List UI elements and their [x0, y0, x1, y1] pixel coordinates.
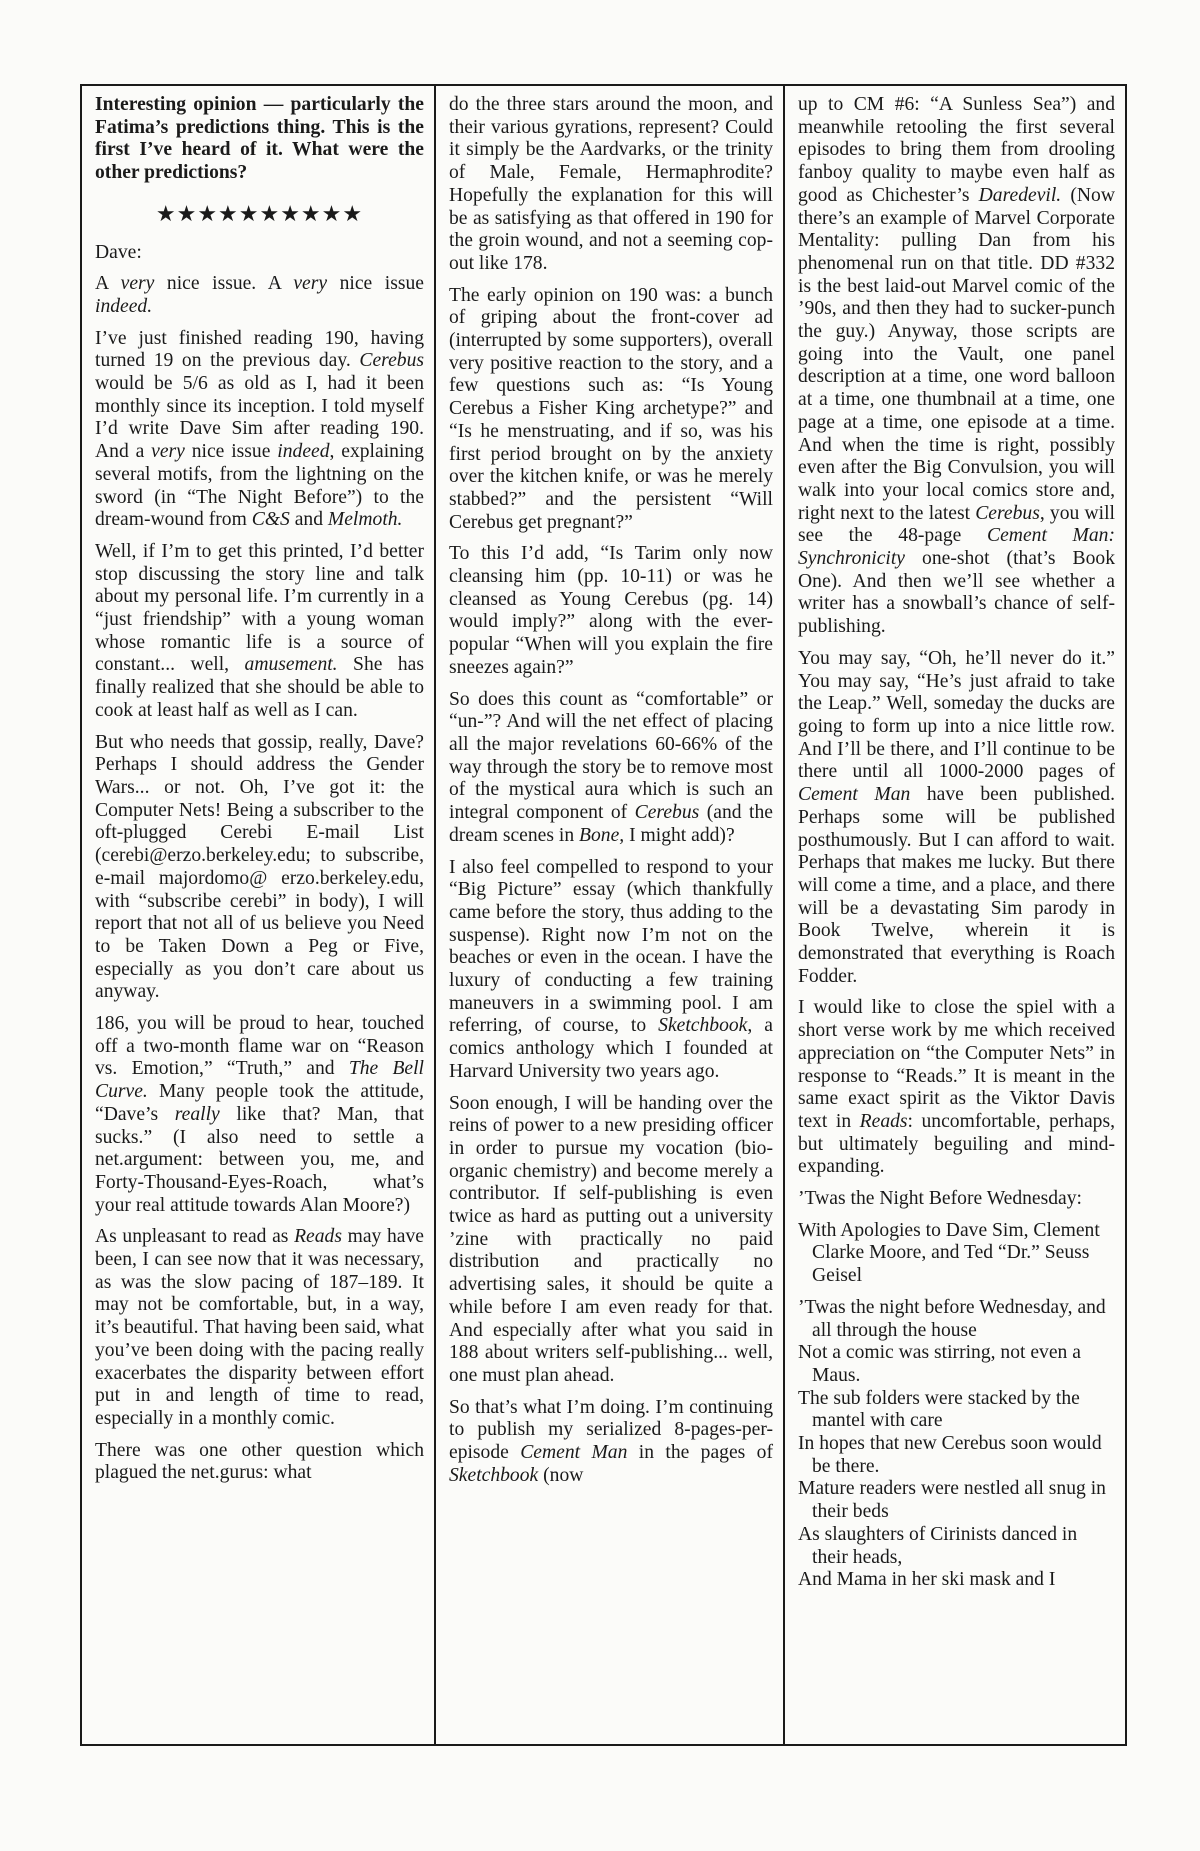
- text-run: You may say, “Oh, he’ll never do it.” You may say, “He’s just afraid to take the Leap.” Well, someday the ducks are going to form up into a nice little row. And I’ll be there, and I’ll continue to be there until all 1000-2000 pages of: [798, 647, 1115, 783]
- paragraph: [449, 1397, 773, 1488]
- italic-text: Daredevil.: [978, 184, 1062, 206]
- text-run: Not a comic was stirring, not even a Maus.: [798, 1342, 1081, 1386]
- paragraph: [449, 857, 773, 1084]
- italic-text: Reads: [859, 1110, 908, 1132]
- paragraph: [449, 1093, 773, 1388]
- text-run: nice issue: [327, 273, 424, 295]
- paragraph: [95, 242, 424, 265]
- text-run: ’Twas the night before Wednesday, and all through the house: [798, 1296, 1106, 1341]
- text-run: , explaining several motifs, from the lightning on the sword (in “The Night Before”) to the dream-wound from: [95, 441, 424, 531]
- paragraph: [449, 94, 773, 276]
- italic-text: Sketchbook: [658, 1015, 748, 1037]
- paragraph: [95, 1226, 424, 1430]
- italic-text: really: [174, 1103, 220, 1125]
- text-run: Well, if I’m to get this printed, I’d better stop discussing the story line and talk about my personal life. I’m currently in a “just friendship” with a young woman whose romantic life is a source of constant... well,: [95, 540, 424, 676]
- italic-text: amusement.: [244, 654, 338, 676]
- paragraph: [798, 94, 1115, 639]
- paragraph: [449, 285, 773, 535]
- verse-line: [798, 1388, 1115, 1433]
- text-run: I might add)?: [624, 824, 735, 846]
- text-run: (now: [538, 1464, 584, 1486]
- italic-text: Bone,: [579, 824, 625, 846]
- paragraph: [95, 1013, 424, 1217]
- paragraph: [798, 997, 1115, 1179]
- verse-line: [798, 1478, 1115, 1523]
- text-run: do the three stars around the moon, and their various gyrations, represent? Could it simply be the Aardvarks, or the trinity of Male, Female, Hermaphrodite? Hopefully the explanation for this will be as satisfying as that offered in 190 for the groin wound, and not a seeming cop-out like 178.: [449, 94, 773, 274]
- text-run: up to CM #6: “A Sunless Sea”) and meanwhile retooling the first several episodes to bring them from drooling fanboy quality to maybe even half as good as Chichester’s: [798, 94, 1115, 206]
- text-run: The sub folders were stacked by the mantel with care: [798, 1387, 1080, 1432]
- text-run: have been published. Perhaps some will be published posthumously. But I can afford to wait. Perhaps that makes me lucky. But there will come a time, and a place, and there will be a devastating Sim parody in Book Twelve, wherein it is demonstrated that everything is Roach Fodder.: [798, 784, 1115, 987]
- italic-text: C&S: [251, 509, 290, 531]
- text-run: (and the dream scenes in: [449, 802, 773, 846]
- text-run: I would like to close the spiel with a short verse work by me which received appreciation on “the Computer Nets” in response to “Reads.” It is meant in the same exact spirit as the Viktor Davis text in: [798, 997, 1115, 1132]
- paragraph: [798, 648, 1115, 989]
- text-run: Dave:: [95, 241, 142, 263]
- text-run: in the pages of: [627, 1442, 773, 1464]
- text-run: (Now there’s an example of Marvel Corporate Mentality: pulling Dan from his phenomenal run on that title. DD #332 is the best laid-out Marvel comic of the ’90s, and then they had to sucker-punch the guy.) Anyway, those scripts are going into the Vault, one panel description at a time, one word balloon at a time, one thumbnail at a time, one page at a time, one episode at a time. And when the time is right, possibly even after the Big Convulsion, you will walk into your local comics store and, right next to the latest: [798, 184, 1115, 524]
- italic-text: Melmoth.: [327, 509, 403, 531]
- verse-line: [798, 1569, 1115, 1592]
- paragraph: [95, 328, 424, 532]
- text-run: ’Twas the Night Before Wednesday:: [798, 1188, 1082, 1210]
- verse-line: [798, 1342, 1115, 1387]
- text-run: Many people took the attitude, “Dave’s: [95, 1081, 424, 1125]
- text-run: But who needs that gossip, really, Dave? Perhaps I should address the Gender Wars... or not. Oh, I’ve got it: the Computer Nets! Being a subscriber to the oft-plugged Cerebi E-mail List (cerebi@erzo.berkeley.edu; to subscribe, e-mail majordomo@ erzo.berkeley.edu, with “subscribe cerebi” in body), I will report that not all of us believe you Need to be Taken Down a Peg or Five, especially as you don’t care about us anyway.: [95, 731, 424, 1003]
- italic-text: Cerebus: [634, 802, 700, 824]
- column-2: [436, 86, 785, 1744]
- text-run: , a comics anthology which I founded at Harvard University two years ago.: [449, 1015, 773, 1082]
- letters-page-frame: [80, 84, 1127, 1746]
- italic-text: very: [293, 273, 328, 295]
- italic-text: indeed.: [95, 295, 153, 317]
- text-run: 186, you will be proud to hear, touched off a two-month flame war on “Reason vs. Emotion,” “Truth,” and: [95, 1013, 424, 1080]
- paragraph: [95, 94, 424, 185]
- text-run: With Apologies to Dave Sim, Clement Clarke Moore, and Ted “Dr.” Seuss Geisel: [798, 1219, 1100, 1287]
- column-1: [82, 86, 436, 1744]
- text-run: The early opinion on 190 was: a bunch of griping about the front-cover ad (interrupted by some supporters), overall very positive reaction to the story, and a few questions such as: “Is Young Cerebus a Fisher King archetype?” and “Is he menstruating, and if so, was his first period brought on by the anxiety over the kitchen knife, or was he merely stabbed?” and the persistent “Will Cerebus get pregnant?”: [449, 284, 773, 533]
- text-run: In hopes that new Cerebus soon would be there.: [798, 1433, 1102, 1477]
- italic-text: indeed: [277, 441, 330, 463]
- italic-text: Cerebus: [975, 502, 1040, 524]
- paragraph: [449, 543, 773, 679]
- text-run: ★★★★★★★★★★: [155, 200, 364, 226]
- italic-text: Cement Man: [798, 784, 911, 806]
- verse-line: [798, 1433, 1115, 1478]
- text-run: Soon enough, I will be handing over the reins of power to a new presiding officer in order to pursue my vocation (bio-organic chemistry) and become merely a contributor. If self-publishing is even twice as hard as putting out a university ’zine with practically no paid distribution and practically no advertising sales, it should be quite a while before I am even ready for that. And especially after what you said in 188 about writers self-publishing... well, one must plan ahead.: [449, 1092, 773, 1386]
- text-run: I’ve just finished reading 190, having turned 19 on the previous day.: [95, 327, 424, 372]
- text-run: And Mama in her ski mask and I: [798, 1569, 1056, 1591]
- italic-text: Sketchbook: [449, 1464, 539, 1486]
- paragraph: [449, 689, 773, 848]
- italic-text: Cement Man: [520, 1442, 628, 1464]
- text-run: nice issue. A: [154, 273, 294, 295]
- text-run: and: [289, 509, 328, 531]
- verse-line: [798, 1220, 1115, 1288]
- column-3: [785, 86, 1125, 1744]
- text-run: As slaughters of Cirinists danced in their heads,: [798, 1523, 1078, 1568]
- text-run: Interesting opinion — particularly the Fatima’s predictions thing. This is the first I’ve heard of it. What were the other predictions?: [95, 94, 424, 184]
- paragraph: [95, 541, 424, 723]
- text-run: So does this count as “comfortable” or “un-”? And will the net effect of placing all the major revelations 60-66% of the way through the story be to remove most of the mystical aura which is such an integral component of: [449, 688, 773, 824]
- italic-text: Reads: [294, 1226, 342, 1248]
- text-run: To this I’d add, “Is Tarim only now cleansing him (pp. 10-11) or was he cleansed as Young Cerebus (pg. 14) would imply?” along with the ever-popular “When will you explain the fire sneezes again?”: [449, 543, 773, 678]
- italic-text: Cerebus: [359, 350, 424, 372]
- text-run: one-shot (that’s Book One). And then we’ll see whether a writer has a snowball’s chance of self-publishing.: [798, 548, 1115, 638]
- italic-text: very: [151, 441, 185, 463]
- text-run: would be 5/6 as old as I, had it been monthly since its inception. I told myself I’d write Dave Sim after reading 190. And a: [95, 373, 424, 463]
- italic-text: The Bell Curve.: [95, 1058, 425, 1103]
- italic-text: very: [120, 273, 155, 295]
- text-run: Mature readers were nestled all snug in their beds: [798, 1478, 1106, 1523]
- text-run: A: [95, 273, 121, 295]
- verse-line: [798, 1188, 1115, 1211]
- paragraph: [95, 1440, 424, 1485]
- text-run: So that’s what I’m doing. I’m continuing to publish my serialized 8-pages-per-episode: [449, 1396, 773, 1464]
- verse-line: [798, 1297, 1115, 1342]
- paragraph: [95, 732, 424, 1004]
- text-run: may have been, I can see now that it was necessary, as was the slow pacing of 187–189. It may not be comfortable, but, in a way, it’s beautiful. That having been said, what you’ve been doing with the pacing really exacerbates the disparity between effort put in and length of time to read, especially in a monthly comic.: [95, 1226, 424, 1429]
- italic-text: Cement Man: Synchronicity: [798, 525, 1115, 570]
- text-run: : uncomfortable, perhaps, but ultimately beguiling and mind-expanding.: [798, 1110, 1115, 1178]
- star-divider: [95, 200, 424, 226]
- text-run: nice issue: [184, 441, 278, 463]
- text-run: As unpleasant to read as: [95, 1226, 295, 1248]
- text-run: I also feel compelled to respond to your “Big Picture” essay (which thankfully came before the story, thus adding to the suspense). Right now I’m not on the beaches or even in the ocean. I have the luxury of conducting a few training maneuvers in a swimming pool. I am referring, of course, to: [449, 856, 773, 1037]
- text-run: There was one other question which plagued the net.gurus: what: [95, 1439, 424, 1484]
- text-run: She has finally realized that she should be able to cook at least half as well as I can.: [95, 654, 425, 721]
- paragraph: [95, 273, 424, 318]
- verse-line: [798, 1524, 1115, 1569]
- text-run: like that? Man, that sucks.” (I also need to settle a net.argument: between you, me, and Forty-Thousand-Eyes-Roach, what’s your real attitude towards Alan Moore?): [95, 1103, 424, 1216]
- text-run: , you will see the 48-page: [798, 502, 1115, 547]
